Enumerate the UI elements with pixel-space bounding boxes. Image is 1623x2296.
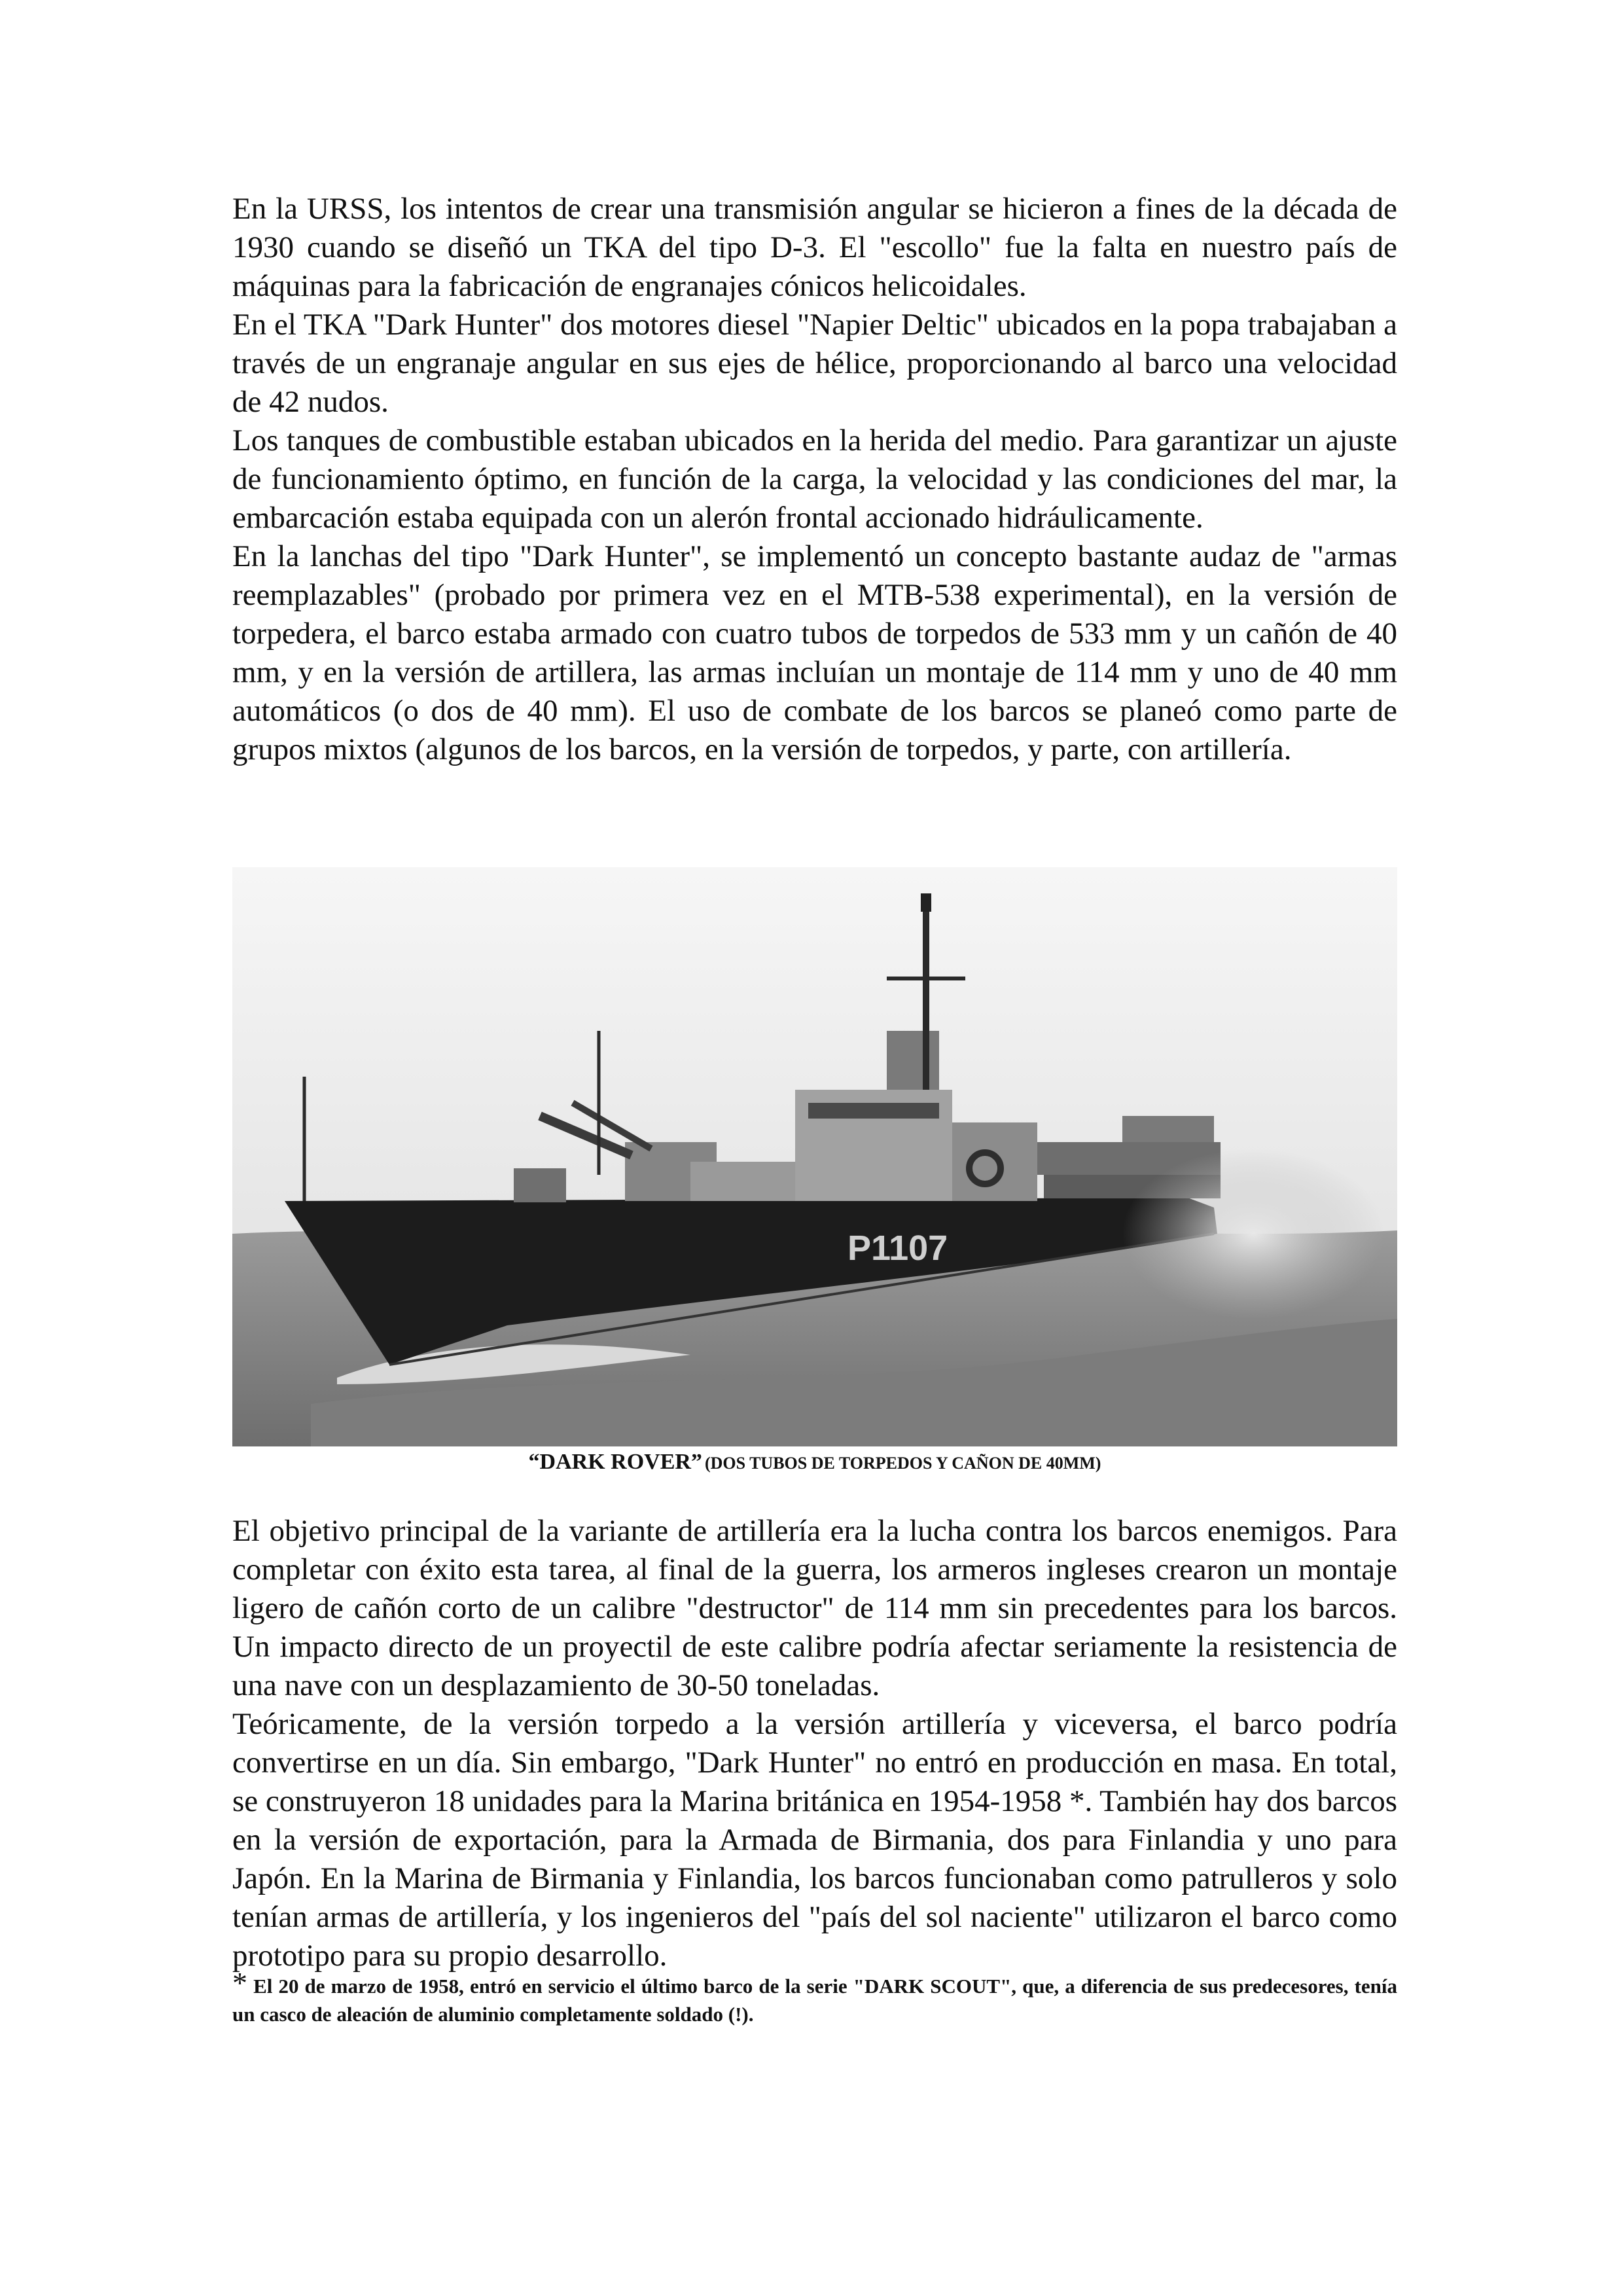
caption-subtitle: (DOS TUBOS DE TORPEDOS Y CAÑON DE 40MM) — [704, 1454, 1101, 1473]
footnote-marker: * — [232, 1966, 247, 2000]
boat-photo — [232, 867, 1397, 1446]
paragraph: En la lanchas del tipo "Dark Hunter", se implementó un concepto bastante audaz de "armas reemplazables" (probado por primera vez en el MTB-538 experimental), en la versión de torpedera, el barco estaba armado con cuatro tubos de torpedos de 533 mm y un cañón de 40 mm, y en la versión de artillera, las armas incluían un montaje de 114 mm y uno de 40 mm automáticos (o dos de 40 mm). El uso de combate de los barcos se planeó como parte de grupos mixtos (algunos de los barcos, en la versión de torpedos, y parte, con artillería. — [232, 539, 1397, 766]
paragraph: Teóricamente, de la versión torpedo a la versión artillería y viceversa, el barco podría convertirse en un día. Sin embargo, "Dark Hunter" no entró en producción en masa. En total, se construyeron 18 unidades para la Marina británica en 1954-1958 *. También hay dos barcos en la versión de exportación, para la Armada de Birmania, dos para Finlandia y uno para Japón. En la Marina de Birmania y Finlandia, los barcos funcionaban como patrulleros y solo tenían armas de artillería, y los ingenieros del "país del sol naciente" utilizaron el barco como prototipo para su propio desarrollo. — [232, 1707, 1398, 1973]
paragraph: El objetivo principal de la variante de artillería era la lucha contra los barcos enemigos. Para completar con éxito esta tarea, al final de la guerra, los armeros ingleses crearon un montaje ligero de cañón corto de un calibre "destructor" de 114 mm sin precedentes para los barcos. Un impacto directo de un proyectil de este calibre podría afectar seriamente la resistencia de una nave con un desplazamiento de 30-50 toneladas. — [232, 1514, 1397, 1702]
forward-deckhouse — [690, 1162, 795, 1201]
figure-caption — [232, 1450, 1397, 1475]
paragraph: En la URSS, los intentos de crear una transmisión angular se hicieron a fines de la década de 1930 cuando se diseñó un TKA del tipo D-3. El "escollo" fue la falta en nuestro país de máquinas para la fabricación de engranajes cónicos helicoidales. — [232, 192, 1397, 303]
mast-platform — [887, 1031, 939, 1090]
wheelhouse — [952, 1122, 1037, 1201]
paragraph: Los tanques de combustible estaban ubicados en la herida del medio. Para garantizar un ajuste de funcionamiento óptimo, en función de la carga, la velocidad y las condiciones del mar, la embarcación estaba equipada con un alerón frontal accionado hidráulicamente. — [232, 423, 1397, 535]
footnote-text: El 20 de marzo de 1958, entró en servicio el último barco de la serie "DARK SCOUT", que, a diferencia de sus predecesores, tenía un casco de aleación de aluminio completamente soldado (!). — [232, 1975, 1398, 2026]
footnote — [232, 1966, 1398, 2028]
body-text-top — [232, 190, 1397, 769]
mast-top — [921, 893, 931, 912]
hull-number: P1107 — [847, 1229, 948, 1268]
caption-title: “DARK ROVER” — [528, 1450, 702, 1474]
bow-breakwater — [514, 1168, 566, 1202]
paragraph: En el TKA "Dark Hunter" dos motores diesel "Napier Deltic" ubicados en la popa trabajaban a través de un engranaje angular en sus ejes de hélice, proporcionando al barco una velocidad de 42 nudos. — [232, 308, 1397, 419]
bridge-windows — [808, 1103, 939, 1119]
body-text-bottom — [232, 1512, 1397, 1975]
boat-photo-illustration — [232, 867, 1397, 1446]
aft-fittings — [1122, 1116, 1214, 1142]
stern-spray — [1122, 1149, 1384, 1319]
